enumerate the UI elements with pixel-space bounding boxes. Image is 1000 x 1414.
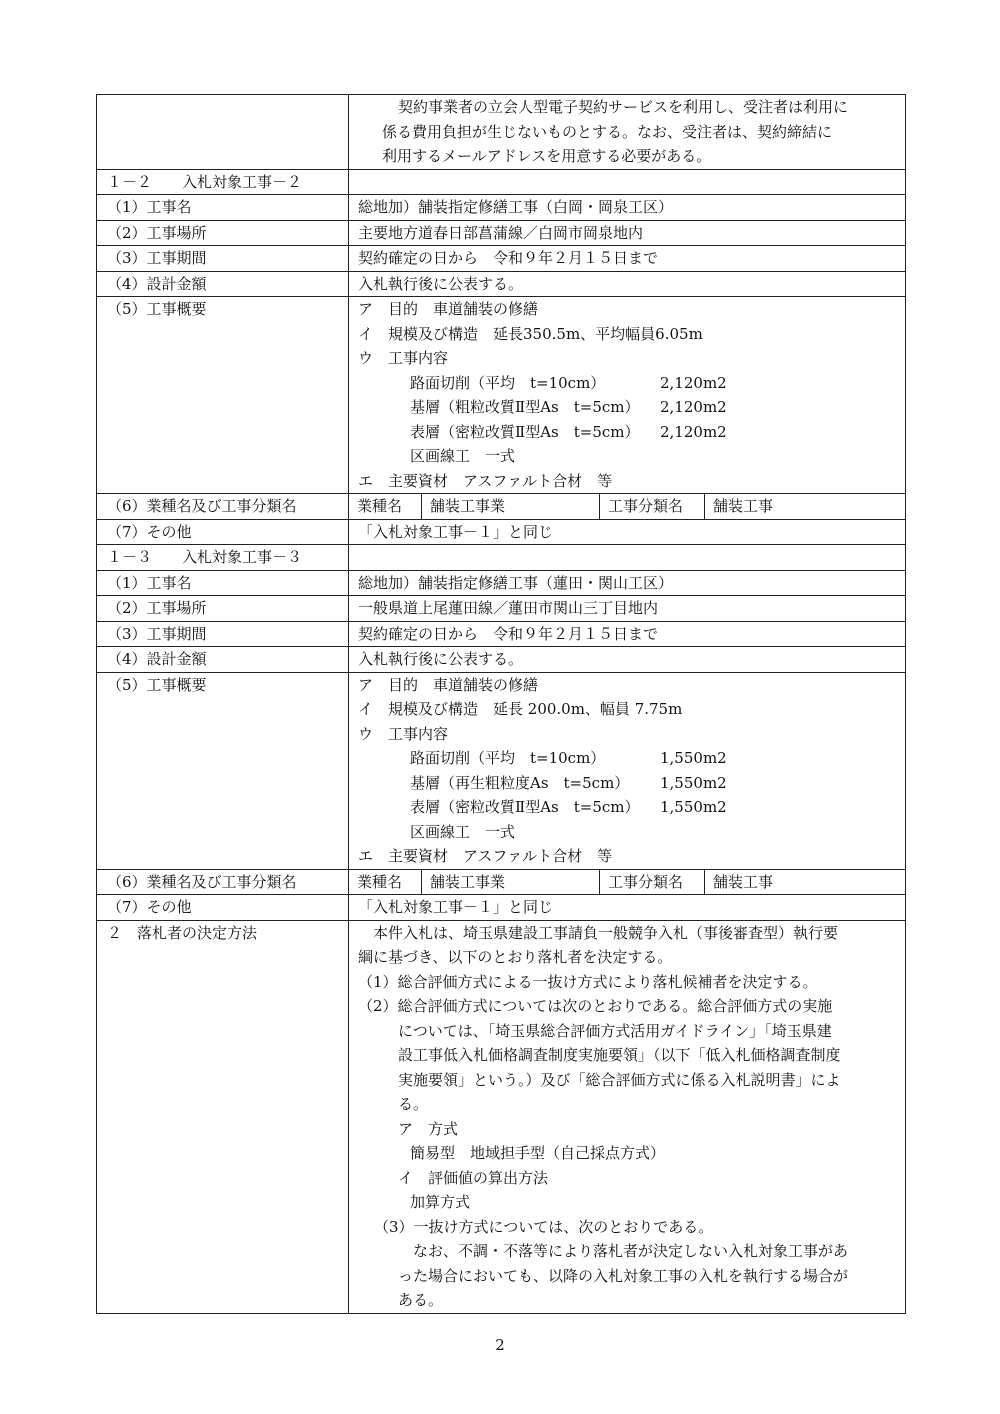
overview-materials: エ 主要資材 アスファルト合材 等 — [358, 471, 613, 490]
work-qty: 1,550m2 — [660, 798, 727, 816]
work-qty: 2,120m2 — [660, 373, 727, 392]
overview-materials: エ 主要資材 アスファルト合材 等 — [358, 847, 613, 865]
intro-line: 契約事業者の立会人型電子契約サービスを利用し、受注者は利用に — [398, 98, 849, 116]
project2-other: 「入札対象工事－１」と同じ — [349, 519, 906, 545]
section2-line: 本件入札は、埼玉県建設工事請負一般競争入札（事後審査型）執行要 — [358, 923, 839, 942]
project3-other: 「入札対象工事－１」と同じ — [349, 895, 906, 921]
category-grid — [349, 494, 905, 519]
row-label: （6）業種名及び工事分類名 — [97, 869, 349, 895]
intro-line: 利用するメールアドレスを用意する必要がある。 — [382, 147, 712, 165]
section2-line: 実施要領」という。）及び「総合評価方式に係る入札説明書」によ — [398, 1070, 841, 1089]
project3-period: 契約確定の日から 令和９年２月１５日まで — [349, 621, 906, 647]
work-item — [358, 371, 897, 396]
section2-line: 加算方式 — [410, 1193, 471, 1211]
project2-amount-row — [97, 271, 906, 297]
category-key: 工事分類名 — [600, 870, 705, 895]
work-name: 路面切削（平均 t=10cm） — [410, 749, 606, 767]
work-qty — [660, 444, 770, 469]
work-qty: 1,550m2 — [660, 749, 727, 767]
intro-row — [97, 95, 906, 170]
section2-line: なお、不調・不落等により落札者が決定しない入札対象工事があ — [398, 1242, 849, 1260]
work-name: 表層（密粒改質Ⅱ型As t=5cm） — [410, 422, 640, 441]
bid-document-table — [96, 94, 906, 1314]
section2-line: （2）総合評価方式については次のとおりである。総合評価方式の実施 — [358, 997, 833, 1015]
row-label: （4）設計金額 — [97, 271, 349, 297]
project2-name: 総地加）舗装指定修繕工事（白岡・岡泉工区） — [349, 195, 906, 221]
project3-heading-row — [97, 545, 906, 571]
section2-label: ２ 落札者の決定方法 — [97, 920, 349, 1313]
project3-category-row — [97, 869, 906, 895]
category-value: 舗装工事 — [713, 872, 774, 891]
project3-name: 総地加）舗装指定修繕工事（蓮田・関山工区） — [349, 570, 906, 596]
intro-text-cell — [349, 95, 906, 170]
section2-line: 設工事低入札価格調査制度実施要領」（以下「低入札価格調査制度 — [398, 1046, 841, 1064]
section2-row — [97, 920, 906, 1313]
work-name: 表層（密粒改質Ⅱ型As t=5cm） — [410, 798, 640, 816]
project3-name-row — [97, 570, 906, 596]
section2-line: （1）総合評価方式による一抜け方式により落札候補者を決定する。 — [358, 972, 818, 991]
work-name: 区画線工 一式 — [410, 447, 516, 465]
project2-name-row — [97, 195, 906, 221]
work-item — [358, 795, 897, 820]
work-qty: 2,120m2 — [660, 398, 727, 416]
work-qty: 1,550m2 — [660, 773, 727, 792]
section2-line: については、「埼玉県総合評価方式活用ガイドライン」「埼玉県建 — [398, 1021, 832, 1040]
row-label: （2）工事場所 — [97, 596, 349, 622]
project2-overview-row — [97, 297, 906, 494]
work-name: 区画線工 一式 — [410, 822, 516, 841]
section2-line: ア 方式 — [398, 1119, 459, 1138]
project2-place-row — [97, 220, 906, 246]
work-item — [358, 444, 897, 469]
project3-amount-row — [97, 647, 906, 673]
section2-line: ある。 — [398, 1291, 444, 1309]
row-label: （4）設計金額 — [97, 647, 349, 673]
row-label: （1）工事名 — [97, 570, 349, 596]
work-qty: 2,120m2 — [660, 422, 727, 441]
project3-other-row — [97, 895, 906, 921]
work-item — [358, 820, 897, 845]
project3-amount: 入札執行後に公表する。 — [349, 647, 906, 673]
page-number: 2 — [495, 1336, 505, 1354]
project2-heading-row — [97, 169, 906, 195]
work-name: 基層（粗粒改質Ⅱ型As t=5cm） — [410, 398, 640, 416]
overview-scale: イ 規模及び構造 延長350.5m、平均幅員6.05m — [358, 324, 703, 343]
category-value: 舗装工事業 — [422, 494, 600, 519]
project2-amount: 入札執行後に公表する。 — [349, 271, 906, 297]
intro-label-cell — [97, 95, 349, 170]
section2-line: る。 — [398, 1095, 429, 1113]
category-grid — [349, 870, 905, 895]
row-label: （6）業種名及び工事分類名 — [97, 494, 349, 520]
project2-period-row — [97, 246, 906, 272]
work-item — [358, 420, 897, 445]
overview-content: ウ 工事内容 — [358, 724, 449, 743]
category-value: 舗装工事 — [713, 497, 774, 515]
project3-overview — [349, 672, 906, 869]
overview-purpose: ア 目的 車道舗装の修繕 — [358, 675, 539, 694]
section2-line: 綱に基づき、以下のとおり落札者を決定する。 — [358, 948, 673, 966]
category-value: 舗装工事業 — [422, 870, 600, 895]
work-qty — [660, 820, 770, 845]
intro-line: 係る費用負担が生じないものとする。なお、受注者は、契約締結に — [382, 122, 833, 141]
category-key: 業種名 — [349, 870, 422, 895]
project2-other-row — [97, 519, 906, 545]
row-label: （3）工事期間 — [97, 246, 349, 272]
row-label: （3）工事期間 — [97, 621, 349, 647]
row-label: （7）その他 — [97, 895, 349, 921]
row-label: （2）工事場所 — [97, 220, 349, 246]
row-label: （1）工事名 — [97, 195, 349, 221]
work-name: 基層（再生粗粒度As t=5cm） — [410, 773, 630, 792]
category-key: 業種名 — [349, 494, 422, 519]
overview-content: ウ 工事内容 — [358, 349, 449, 367]
overview-scale: イ 規模及び構造 延長 200.0m、幅員 7.75m — [358, 700, 683, 718]
work-item — [358, 395, 897, 420]
section2-line: った場合においても、以降の入札対象工事の入札を執行する場合が — [398, 1266, 849, 1285]
project3-place-row — [97, 596, 906, 622]
row-label: （5）工事概要 — [97, 672, 349, 869]
project3-overview-row — [97, 672, 906, 869]
row-label: （5）工事概要 — [97, 297, 349, 494]
section2-text — [349, 920, 906, 1313]
project2-period: 契約確定の日から 令和９年２月１５日まで — [349, 246, 906, 272]
section2-line: 簡易型 地域担手型（自己採点方式） — [410, 1144, 666, 1162]
project3-heading: １－３ 入札対象工事－３ — [97, 545, 349, 571]
section2-line: イ 評価値の算出方法 — [398, 1168, 549, 1187]
work-name: 路面切削（平均 t=10cm） — [410, 373, 606, 392]
work-item — [358, 771, 897, 796]
project2-heading: １－２ 入札対象工事－２ — [97, 169, 349, 195]
section2-line: （3）一抜け方式については、次のとおりである。 — [374, 1217, 714, 1236]
project2-place: 主要地方道春日部菖蒲線／白岡市岡泉地内 — [349, 220, 906, 246]
row-label: （7）その他 — [97, 519, 349, 545]
project2-category-row — [97, 494, 906, 520]
project3-period-row — [97, 621, 906, 647]
category-key: 工事分類名 — [600, 494, 705, 519]
project3-place: 一般県道上尾蓮田線／蓮田市関山三丁目地内 — [349, 596, 906, 622]
project2-overview — [349, 297, 906, 494]
work-item — [358, 746, 897, 771]
overview-purpose: ア 目的 車道舗装の修繕 — [358, 300, 539, 318]
